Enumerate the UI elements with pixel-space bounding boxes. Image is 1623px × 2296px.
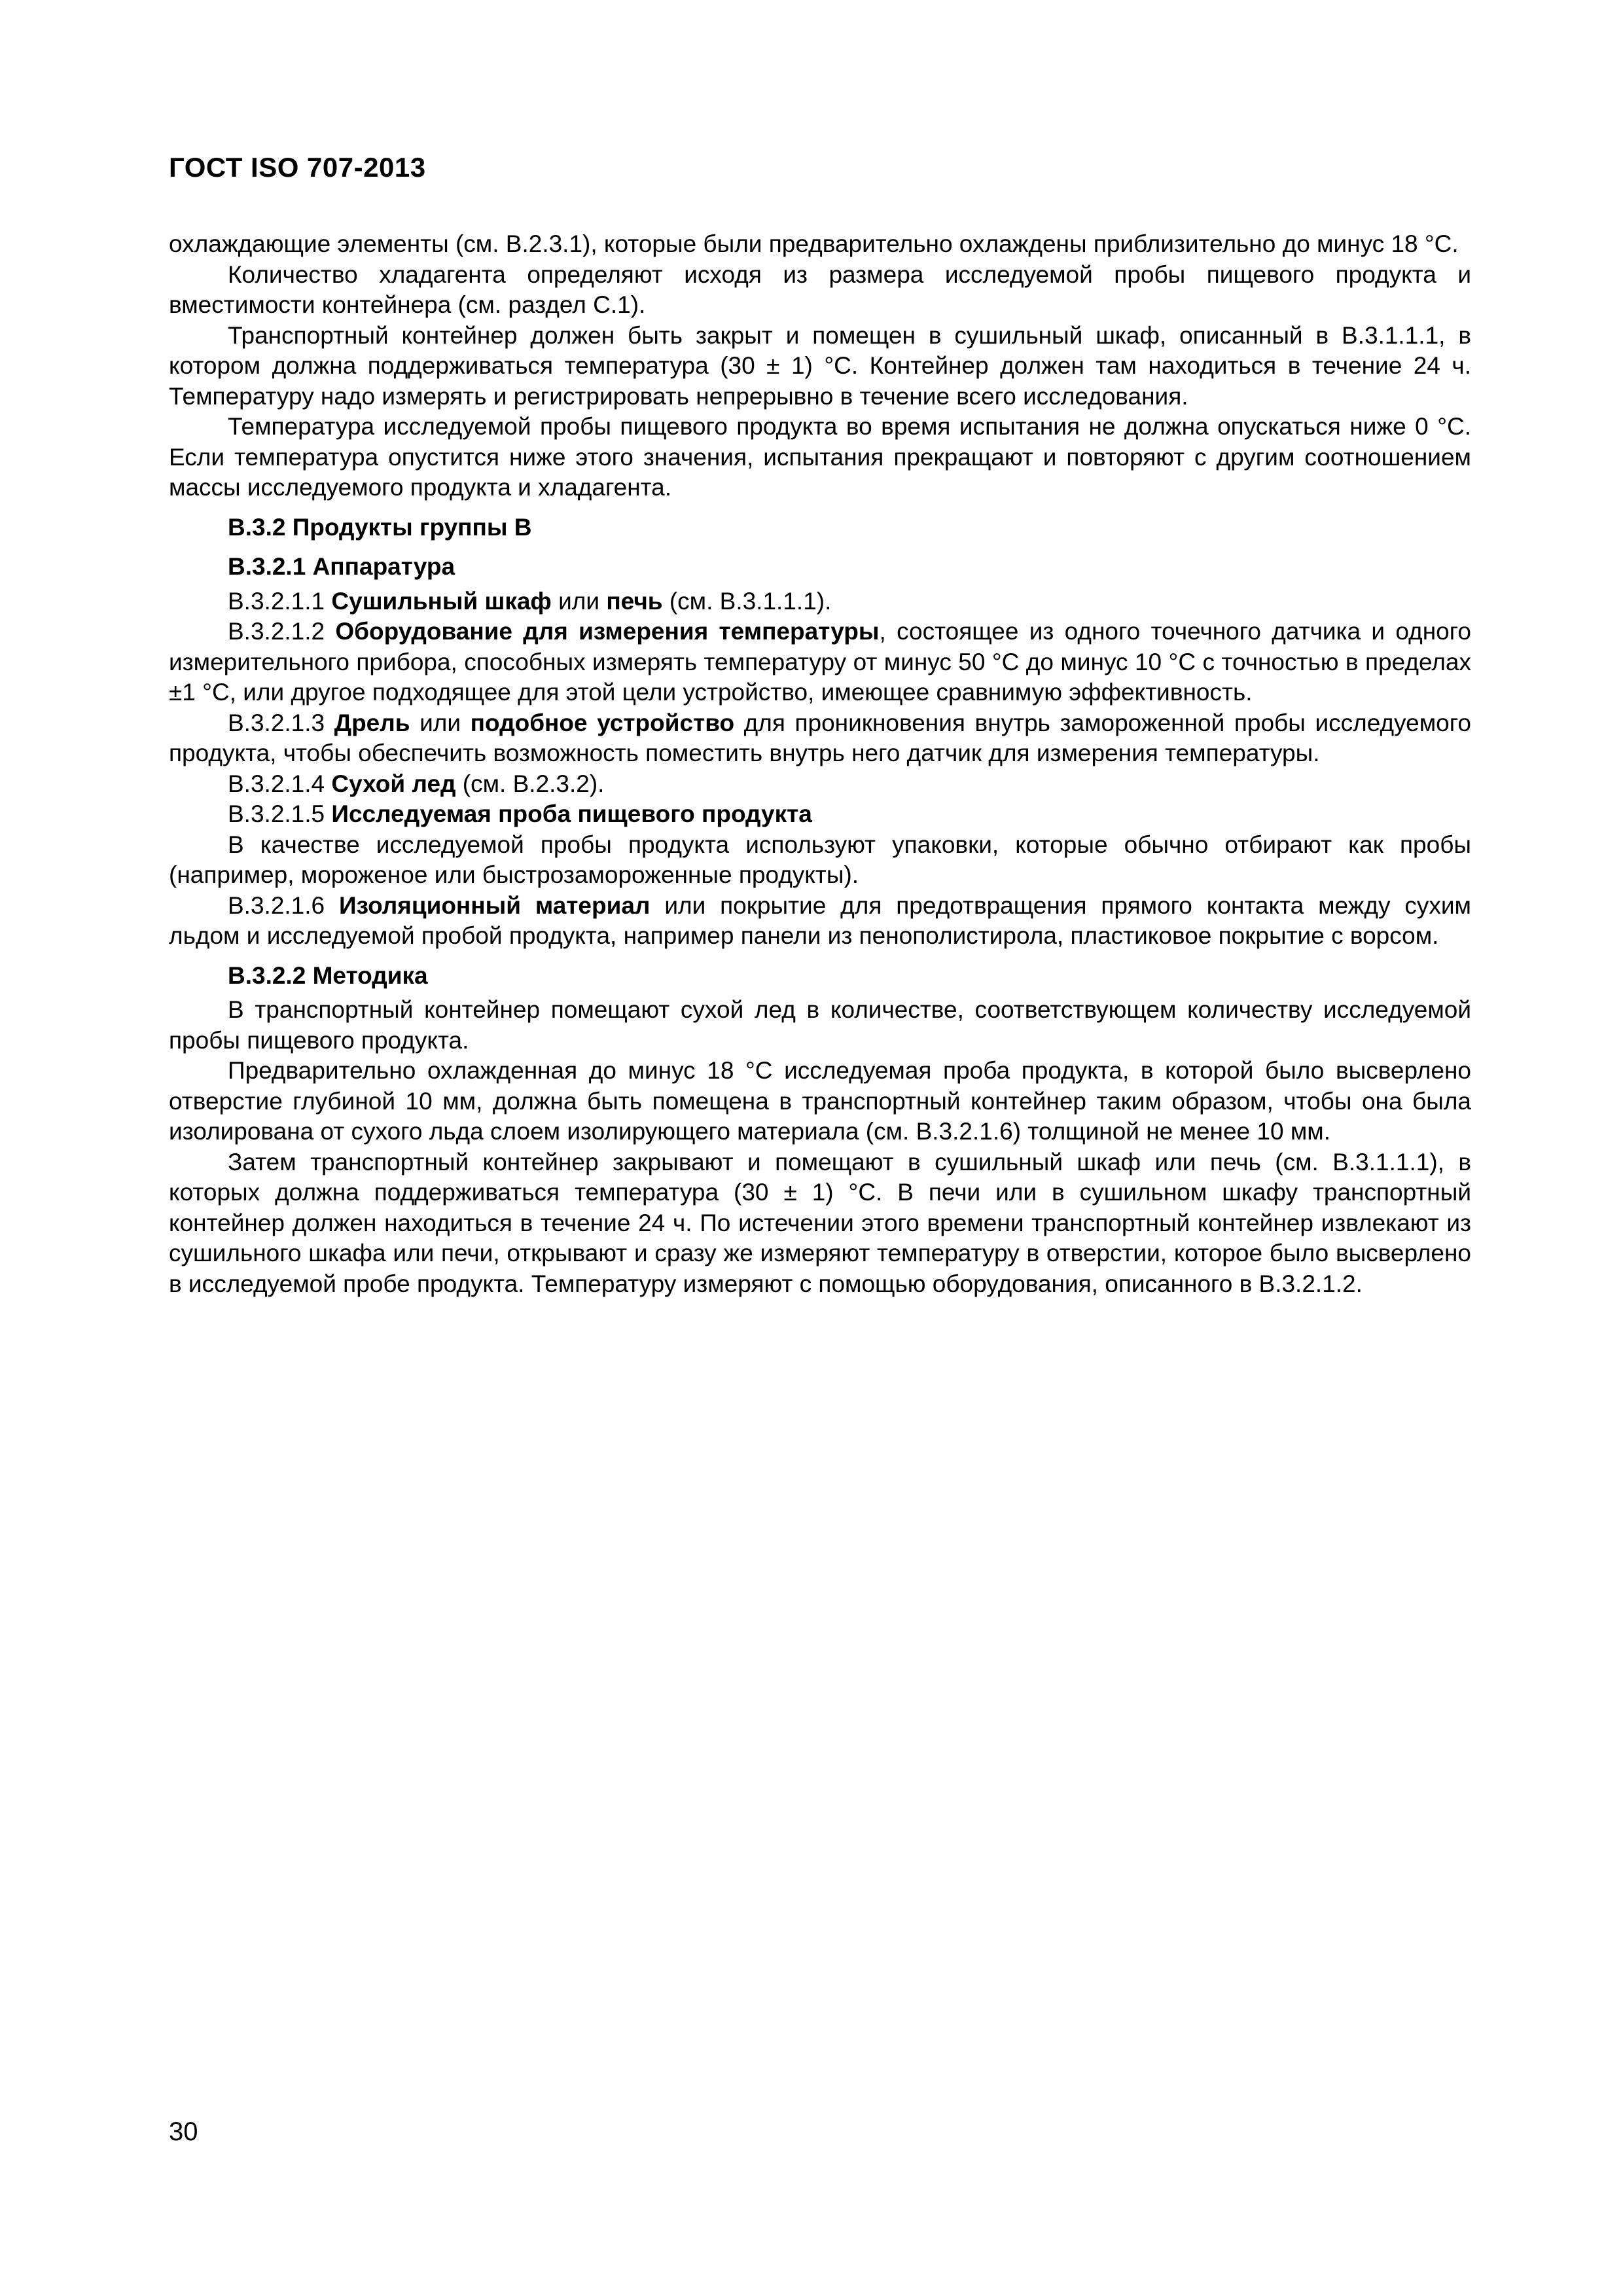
paragraph-continuation: охлаждающие элементы (см. В.2.3.1), которые были предварительно охлаждены приблизительно до минус 18 °С. xyxy=(169,230,1459,257)
item-text: (см. В.2.3.2). xyxy=(455,770,605,797)
paragraph-sample-description: В качестве исследуемой пробы продукта используют упаковки, которые обычно отбирают как пробы (например, мороженое или быстрозамороженные продукты). xyxy=(169,831,1471,888)
item-number: В.3.2.1.1 xyxy=(228,587,332,615)
page-content xyxy=(169,229,1471,1299)
item-term: Дрель xyxy=(334,709,410,736)
item-b3211 xyxy=(169,586,1471,617)
paragraph-method-2: Предварительно охлажденная до минус 18 °С исследуемая проба продукта, в которой было высверлено отверстие глубиной 10 мм, должна быть помещена в транспортный контейнер таким образом, чтобы она была изолирована от сухого льда слоем изолирующего материала (см. В.3.2.1.6) толщиной не менее 10 мм. xyxy=(169,1057,1471,1145)
item-text: для проникновения внутрь замороженной пробы исследуемого продукта, чтобы обеспечить возможность поместить внутрь него датчик для измерения температуры. xyxy=(169,709,1471,766)
item-b3215 xyxy=(169,799,1471,830)
item-b3214 xyxy=(169,769,1471,800)
paragraph-method-3: Затем транспортный контейнер закрывают и помещают в сушильный шкаф или печь (см. В.3.1.1.1), в которых должна поддерживаться температура (30 ± 1) °С. В печи или в сушильном шкафу транспортный контейнер должен находиться в течение 24 ч. По истечении этого времени транспортный контейнер извлекают из сушильного шкафа или печи, открывают и сразу же измеряют температуру в отверстии, которое было высверлено в исследуемой пробе продукта. Температуру измеряют с помощью оборудования, описанного в В.3.2.1.2. xyxy=(169,1148,1471,1297)
item-text: или покрытие для предотвращения прямого контакта между сухим льдом и исследуемой пробой продукта, например панели из пенополистирола, пластиковое покрытие с ворсом. xyxy=(169,891,1471,949)
item-text: или xyxy=(410,709,471,736)
paragraph-container-drying: Транспортный контейнер должен быть закрыт и помещен в сушильный шкаф, описанный в В.3.1.1.1, в котором должна поддерживаться температура (30 ± 1) °С. Контейнер должен там находиться в течение 24 ч. Температуру надо измерять и регистрировать непрерывно в течение всего исследования. xyxy=(169,321,1471,410)
item-b3213 xyxy=(169,708,1471,769)
item-term: Оборудование для измерения температуры xyxy=(335,618,880,645)
section-heading-b32: В.3.2 Продукты группы В xyxy=(228,513,532,541)
item-number: В.3.2.1.5 xyxy=(228,800,332,827)
item-term: печь xyxy=(606,587,663,615)
item-text: или xyxy=(551,587,607,615)
paragraph-temperature-limit: Температура исследуемой пробы пищевого продукта во время испытания не должна опускаться ниже 0 °С. Если температура опустится ниже этого значения, испытания прекращают и повторяют с другим соотношением массы исследуемого продукта и хладагента. xyxy=(169,413,1471,501)
paragraph-method-1: В транспортный контейнер помещают сухой лед в количестве, соответствующем количеству исследуемой пробы пищевого продукта. xyxy=(169,996,1471,1054)
item-number: В.3.2.1.6 xyxy=(228,891,339,919)
paragraph-refrigerant-amount: Количество хладагента определяют исходя из размера исследуемой пробы пищевого продукта и вместимости контейнера (см. раздел С.1). xyxy=(169,260,1471,318)
item-b3212 xyxy=(169,617,1471,708)
section-heading-b322: В.3.2.2 Методика xyxy=(228,961,428,989)
item-term: подобное устройство xyxy=(470,709,735,736)
item-number: В.3.2.1.2 xyxy=(228,618,336,645)
item-number: В.3.2.1.3 xyxy=(228,709,334,736)
item-b3216 xyxy=(169,891,1471,952)
item-term: Изоляционный материал xyxy=(339,891,651,919)
item-term: Сухой лед xyxy=(331,770,456,797)
item-term: Сушильный шкаф xyxy=(331,587,552,615)
page-number: 30 xyxy=(169,2117,198,2146)
item-text: (см. В.3.1.1.1). xyxy=(662,587,832,615)
item-term: Исследуемая проба пищевого продукта xyxy=(331,800,812,827)
document-header: ГОСТ ISO 707-2013 xyxy=(169,152,426,183)
section-heading-b321: В.3.2.1 Аппаратура xyxy=(228,553,455,580)
item-number: В.3.2.1.4 xyxy=(228,770,332,797)
item-text: , состоящее из одного точечного датчика и одного измерительного прибора, способных измерять температуру от минус 50 °С до минус 10 °С с точностью в пределах ±1 °С, или другое подходящее для этой цели устройство, имеющее сравнимую эффективность. xyxy=(169,618,1472,706)
